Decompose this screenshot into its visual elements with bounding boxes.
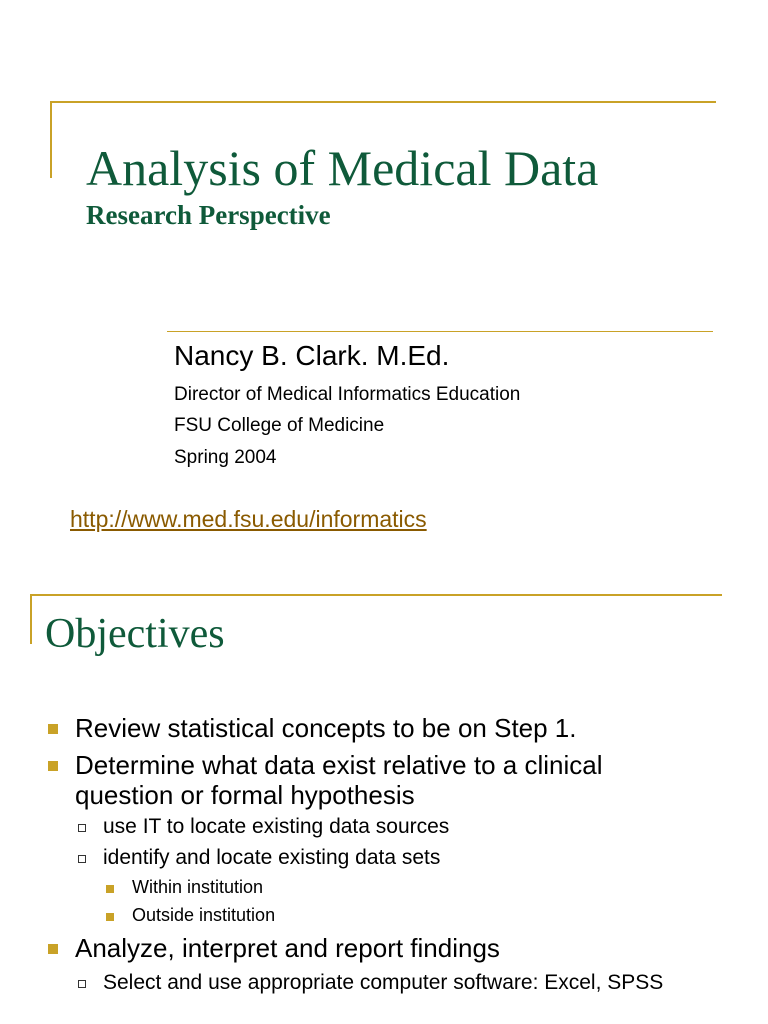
informatics-link[interactable]: http://www.med.fsu.edu/informatics — [70, 506, 427, 532]
bullet-item: Determine what data exist relative to a clinical question or formal hypothesis — [75, 750, 603, 810]
sub-bullet-marker — [78, 855, 86, 863]
left-rule — [50, 101, 52, 178]
bullet-marker — [48, 761, 58, 771]
left-rule — [30, 594, 32, 644]
sub-sub-bullet-item: Within institution — [132, 877, 264, 897]
top-rule — [50, 101, 716, 103]
slide-title: Analysis of Medical Data — [86, 140, 599, 196]
author-name: Nancy B. Clark. M.Ed. — [174, 340, 450, 371]
author-rule — [167, 331, 713, 332]
sub-bullet-item: Select and use appropriate computer software: Excel, SPSS — [103, 971, 664, 994]
bullet-item: Analyze, interpret and report findings — [75, 933, 500, 963]
objectives-slide — [0, 580, 768, 1024]
bullet-item: Review statistical concepts to be on Step 1. — [75, 713, 577, 743]
sub-sub-bullet-marker — [106, 885, 114, 893]
slide-subtitle: Research Perspective — [86, 200, 331, 230]
term: Spring 2004 — [174, 447, 277, 468]
top-rule — [30, 594, 722, 596]
author-role: Director of Medical Informatics Education — [174, 384, 521, 405]
sub-sub-bullet-marker — [106, 913, 114, 921]
bullet-marker — [48, 724, 58, 734]
sub-bullet-item: identify and locate existing data sets — [103, 846, 441, 869]
bullet-marker — [48, 944, 58, 954]
sub-bullet-marker — [78, 824, 86, 832]
slide-title: Objectives — [45, 611, 225, 657]
author-institution: FSU College of Medicine — [174, 415, 385, 436]
sub-bullet-item: use IT to locate existing data sources — [103, 815, 450, 838]
sub-sub-bullet-item: Outside institution — [132, 905, 276, 925]
sub-bullet-marker — [78, 980, 86, 988]
